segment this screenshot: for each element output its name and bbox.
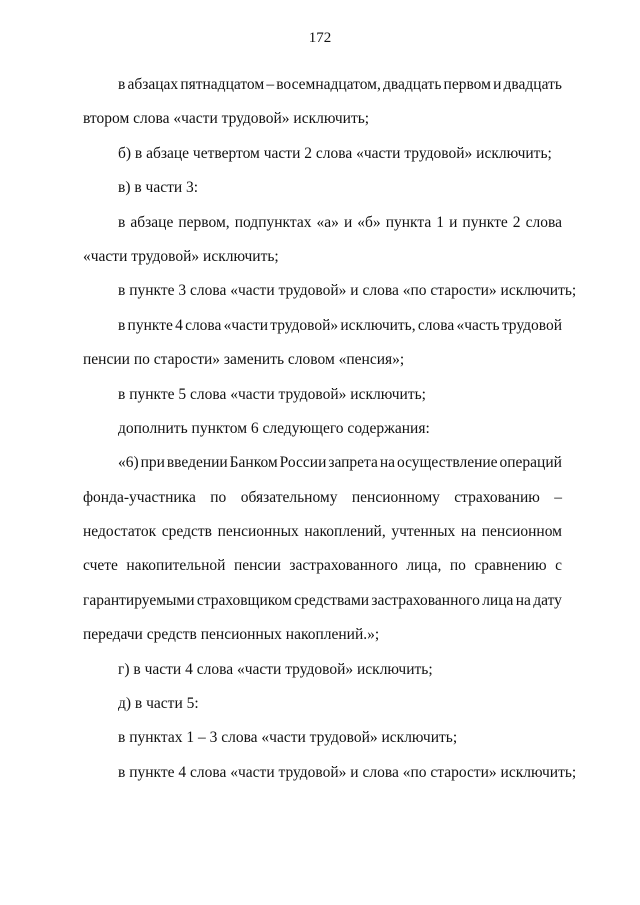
word: дату — [533, 591, 562, 609]
word: в — [118, 213, 126, 231]
word: пенсионных — [217, 523, 299, 541]
word: гарантируемыми — [83, 591, 195, 609]
text-line-6: «части трудовой» исключить; — [83, 247, 279, 265]
text-line-15 — [83, 553, 562, 587]
word: 2 — [512, 213, 521, 231]
text-line-16 — [83, 588, 562, 622]
word: пункте — [462, 213, 508, 231]
word: при — [140, 454, 165, 472]
word: России — [279, 454, 327, 472]
text-line-2: втором слова «части трудовой» исключить; — [83, 110, 370, 128]
text-line-12 — [83, 450, 562, 484]
word: и — [449, 213, 458, 231]
word: слова — [417, 316, 455, 334]
word: страхованию — [454, 488, 540, 506]
word: накоплений, — [304, 523, 386, 541]
word: «б» — [357, 213, 381, 231]
word: страховщиком — [196, 591, 292, 609]
word: по — [449, 557, 466, 575]
word: на — [379, 454, 396, 472]
word: запрета — [328, 454, 378, 472]
word: сравнению — [474, 557, 547, 575]
word: абзацах — [127, 76, 179, 93]
word: абзаце — [130, 213, 174, 231]
word: – — [554, 488, 562, 506]
word: обязательному — [240, 488, 338, 506]
word: первом, — [178, 213, 230, 231]
word: Банком — [229, 454, 278, 472]
word: пункта — [385, 213, 432, 231]
word: по — [210, 488, 227, 506]
word: недостаток — [83, 523, 157, 541]
text-line-10: в пункте 5 слова «части трудовой» исключить; — [118, 385, 426, 403]
word: на — [515, 591, 531, 609]
word: фонда-участника — [83, 488, 196, 506]
word: слова — [185, 316, 222, 334]
text-line-21: в пункте 4 слова «части трудовой» и слова «по старости» исключить; — [118, 763, 577, 781]
word: восемнадцатом, — [276, 76, 381, 93]
word: «части — [223, 316, 269, 334]
text-line-3: б) в абзаце четвертом части 2 слова «части трудовой» исключить; — [118, 144, 552, 162]
text-line-13 — [83, 485, 562, 519]
word: лица — [482, 591, 514, 609]
word: в — [118, 316, 126, 334]
word: пятнадцатом — [180, 76, 265, 93]
text-line-9: пенсии по старости» заменить словом «пенсия»; — [83, 351, 405, 369]
text-line-19: д) в части 5: — [118, 695, 199, 713]
word: накопительной — [126, 557, 226, 575]
word: 1 — [436, 213, 445, 231]
word: средств — [161, 523, 212, 541]
text-line-20: в пунктах 1 – 3 слова «части трудовой» исключить; — [118, 729, 458, 747]
word: в — [118, 76, 126, 93]
word: трудовой» — [270, 316, 339, 334]
word: счете — [83, 557, 118, 575]
word: застрахованного — [289, 557, 398, 575]
word: лица, — [406, 557, 442, 575]
word: 4 — [175, 316, 183, 334]
text-line-18: г) в части 4 слова «части трудовой» исключить; — [118, 660, 433, 678]
word: «часть — [456, 316, 500, 334]
text-line-11: дополнить пунктом 6 следующего содержания: — [118, 419, 430, 437]
word: – — [266, 76, 275, 93]
text-line-4: в) в части 3: — [118, 179, 199, 197]
text-line-14 — [83, 519, 562, 553]
word: трудовой — [501, 316, 562, 334]
word: первом — [443, 76, 491, 93]
text-line-7: в пункте 3 слова «части трудовой» и слова «по старости» исключить; — [118, 282, 577, 300]
text-line-1 — [83, 72, 562, 106]
word: подпунктах — [234, 213, 312, 231]
text-line-8 — [83, 313, 562, 347]
word: «а» — [316, 213, 339, 231]
word: двадцать — [383, 76, 442, 93]
word: пенсии — [233, 557, 281, 575]
word: пенсионному — [351, 488, 440, 506]
word: с — [555, 557, 562, 575]
word: учтенных — [391, 523, 456, 541]
word: средствами — [294, 591, 370, 609]
word: застрахованного — [371, 591, 480, 609]
word: пункте — [127, 316, 173, 334]
word: двадцать — [503, 76, 562, 93]
text-line-17: передачи средств пенсионных накоплений.»; — [83, 626, 380, 644]
word: осуществление — [396, 454, 498, 472]
word: «6) — [118, 454, 139, 472]
word: пенсионном — [481, 523, 562, 541]
page-number: 172 — [308, 30, 332, 46]
word: слова — [525, 213, 562, 231]
word: операций — [499, 454, 562, 472]
word: и — [493, 76, 502, 93]
text-line-5 — [83, 210, 562, 244]
word: исключить, — [340, 316, 416, 334]
word: введении — [166, 454, 228, 472]
document-body — [83, 72, 577, 794]
word: на — [460, 523, 477, 541]
word: и — [343, 213, 353, 231]
